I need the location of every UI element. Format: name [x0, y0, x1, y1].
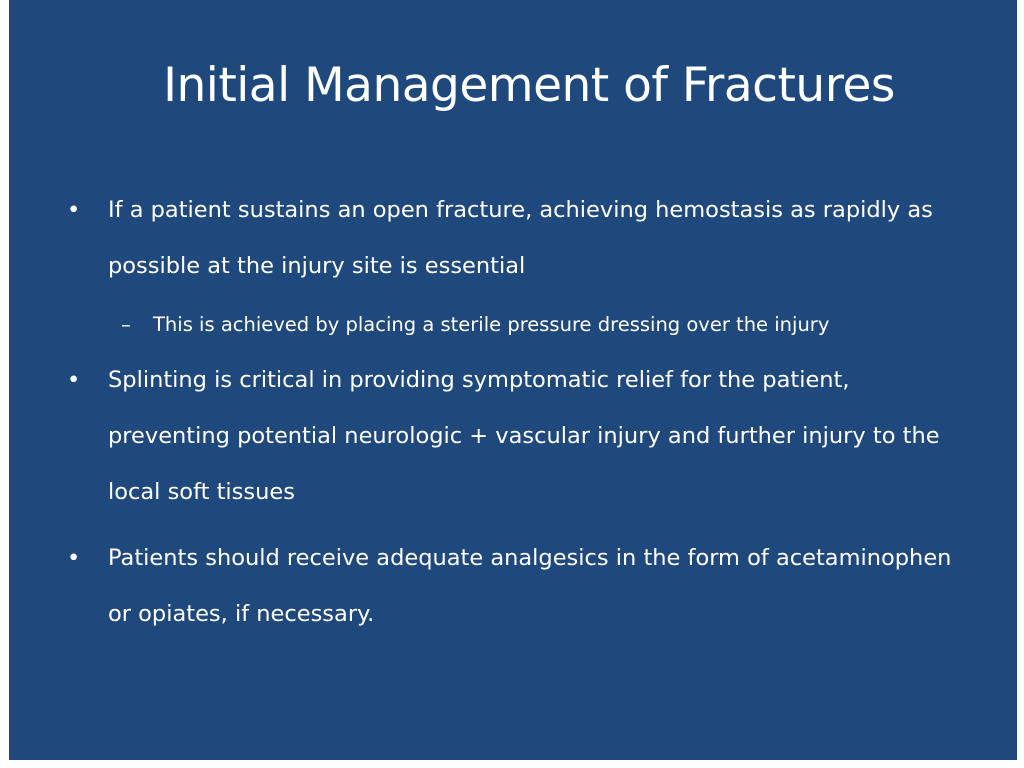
bullet-text: Patients should receive adequate analgesics in the form of acetaminophen or opiates, if necessary.: [108, 545, 952, 627]
sub-bullet-marker: –: [121, 313, 131, 336]
bullet-marker: •: [67, 197, 81, 223]
bullet-item: [9, 182, 1017, 294]
bullet-text: If a patient sustains an open fracture, achieving hemostasis as rapidly as possible at the injury site is essential: [108, 197, 933, 279]
bullet-item: [9, 352, 1017, 520]
sub-bullet-item: [9, 309, 1017, 341]
bullet-marker: •: [67, 545, 81, 571]
bullet-text: Splinting is critical in providing symptomatic relief for the patient, preventing potential neurologic + vascular injury and further injury to the local soft tissues: [108, 367, 940, 505]
bullet-spacer: [9, 520, 1017, 530]
slide-title: Initial Management of Fractures: [163, 58, 895, 113]
sub-bullet-text: This is achieved by placing a sterile pressure dressing over the injury: [153, 313, 830, 336]
slide: [9, 0, 1017, 760]
bullet-marker: •: [67, 367, 81, 393]
slide-content: [9, 182, 1017, 642]
bullet-item: [9, 530, 1017, 642]
